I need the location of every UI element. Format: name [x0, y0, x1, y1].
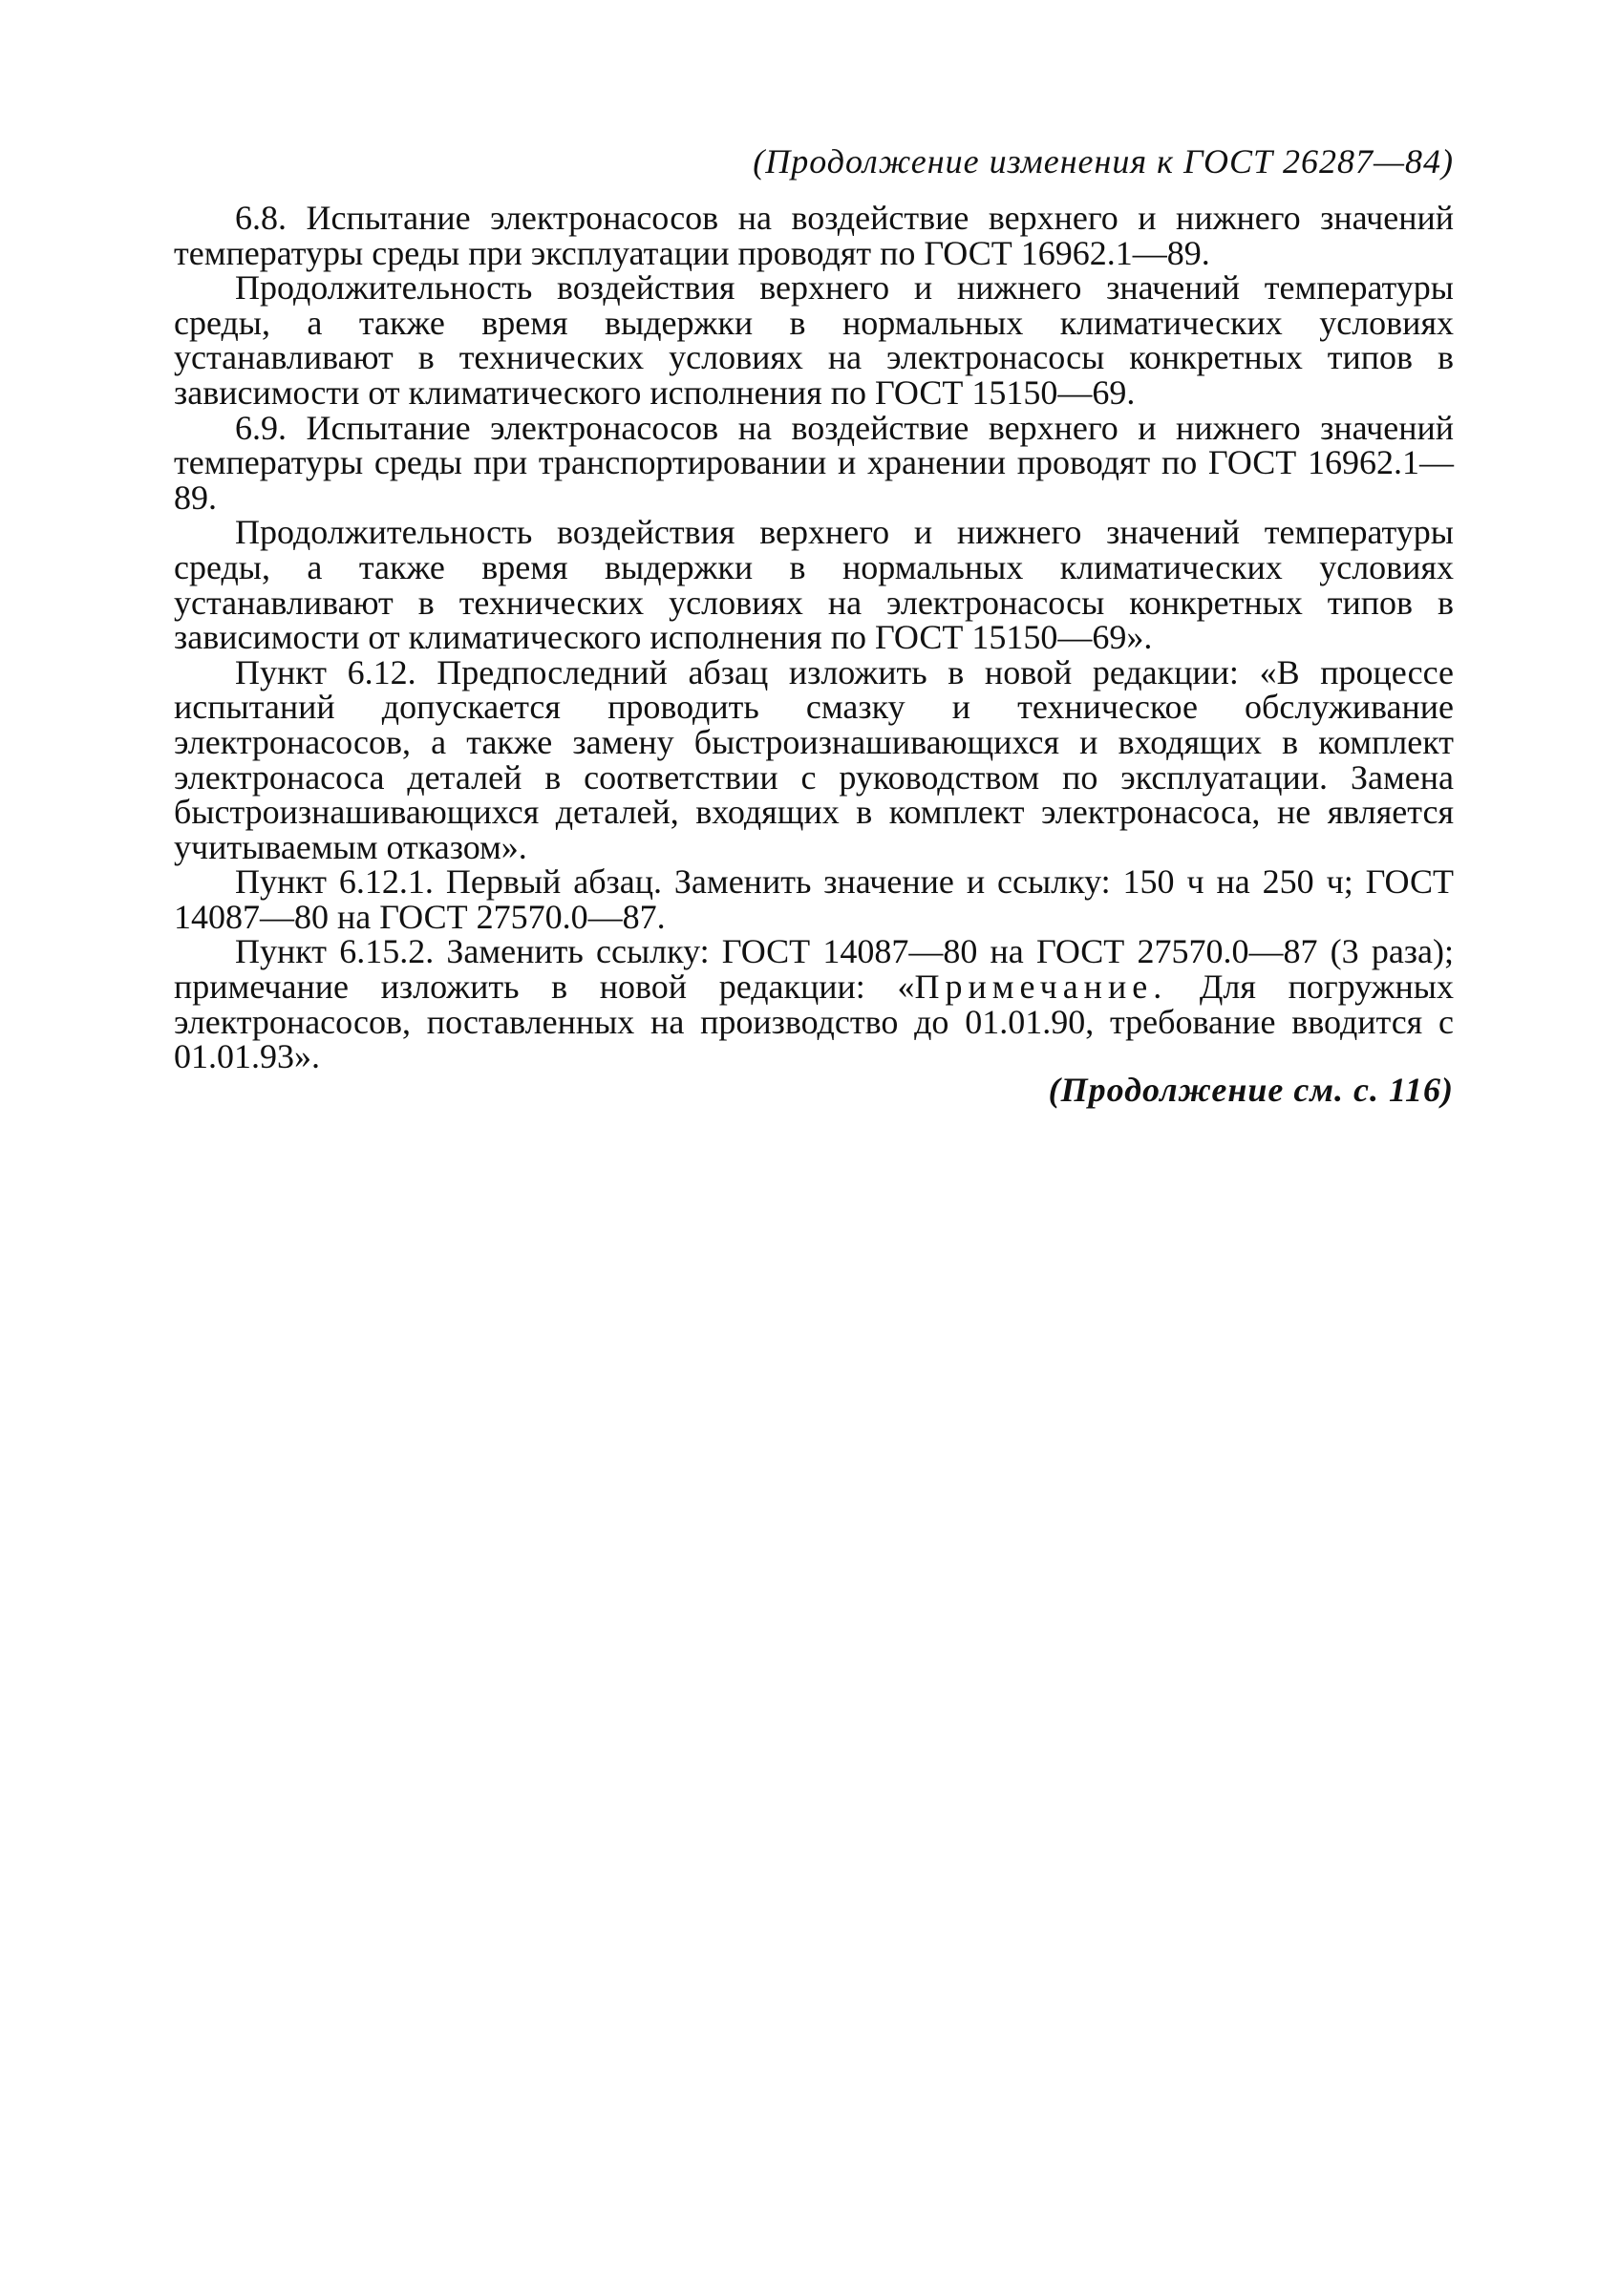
continuation-header: (Продолжение изменения к ГОСТ 26287—84) — [753, 142, 1454, 181]
paragraph-6-15-2 — [174, 934, 1454, 1074]
paragraph-6-12-1: Пункт 6.12.1. Первый абзац. Заменить значение и ссылку: 150 ч на 250 ч; ГОСТ 14087—80 на ГОСТ 27570.0—87. — [174, 862, 1454, 936]
paragraph-6-9-duration: Продолжительность воздействия верхнего и нижнего значений температуры среды, а также время выдержки в нормальных климатических условиях устанавливают в технических условиях на электронасосы конкретных типов в зависимости от климатического исполнения по ГОСТ 15150—69». — [174, 513, 1454, 657]
paragraph-6-8: 6.8. Испытание электронасосов на воздействие верхнего и нижнего значений температуры среды при эксплуатации проводят по ГОСТ 16962.1—89. — [174, 199, 1454, 272]
paragraph-6-9: 6.9. Испытание электронасосов на воздействие верхнего и нижнего значений температуры среды при транспортировании и хранении проводят по ГОСТ 16962.1—89. — [174, 408, 1454, 517]
paragraph-6-15-2-before: Пункт 6.15.2. Заменить ссылку: ГОСТ 14087—80 на ГОСТ 27570.0—87 (3 раза); примечание изложить в новой редакции: « — [174, 932, 1454, 1007]
paragraph-6-12: Пункт 6.12. Предпоследний абзац изложить в новой редакции: «В процессе испытаний допускается проводить смазку и техническое обслуживание электронасосов, а также замену быстроизнашивающихся и входящих в комплект электронасоса деталей в соответствии с руководством по эксплуатации. Замена быстроизнашивающихся деталей, входящих в комплект электронасоса, не является учитываемым отказом». — [174, 652, 1454, 866]
note-label: Примечание. — [914, 967, 1168, 1007]
continuation-footer: (Продолжение см. с. 116) — [1048, 1071, 1454, 1109]
paragraph-6-15-2-after: Для погружных электронасосов, поставленных на производство до 01.01.90, требование вводится с 01.01.93». — [174, 967, 1454, 1076]
paragraph-6-8-duration: Продолжительность воздействия верхнего и нижнего значений температуры среды, а также время выдержки в нормальных климатических условиях устанавливают в технических условиях на электронасосы конкретных типов в зависимости от климатического исполнения по ГОСТ 15150—69. — [174, 268, 1454, 412]
document-body — [174, 201, 1454, 1074]
